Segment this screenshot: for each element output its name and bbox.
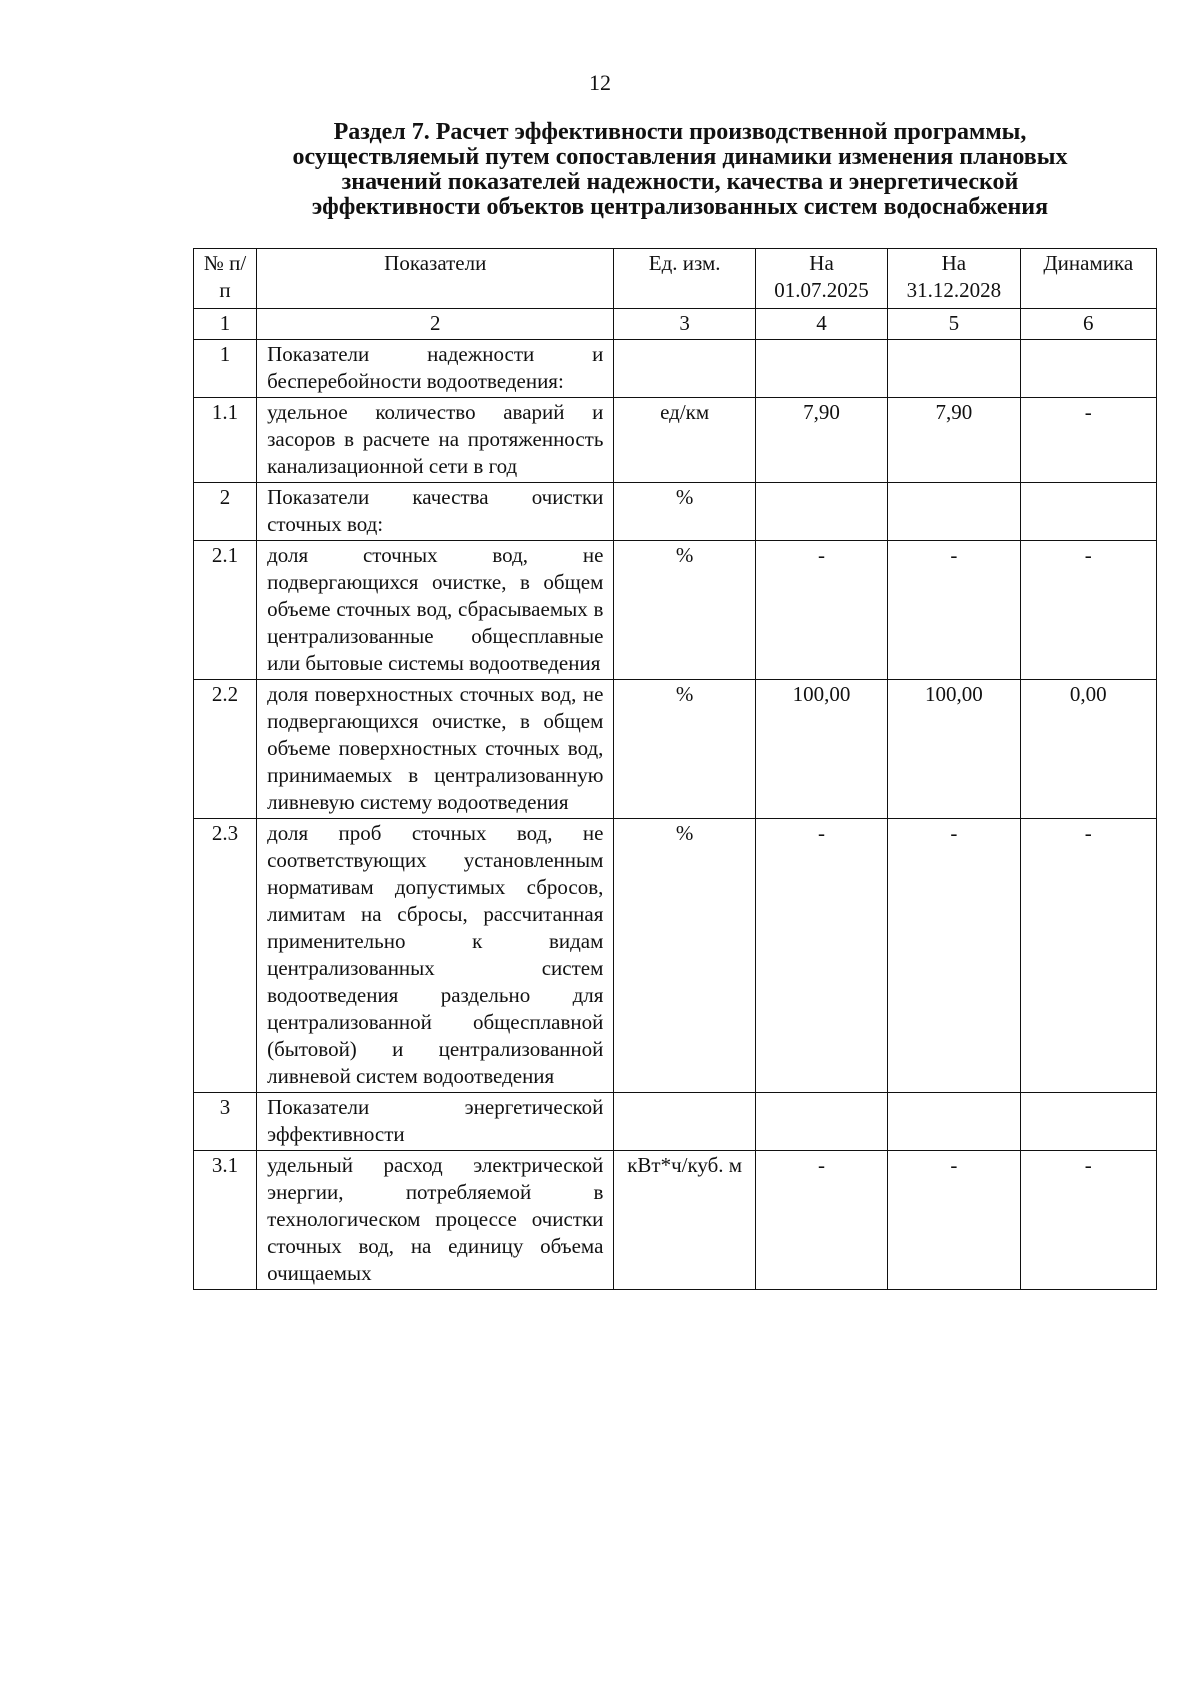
table-row <box>194 819 1157 1093</box>
indicator-name: Показатели энергетической эффективности <box>257 1093 614 1151</box>
table-row <box>194 680 1157 819</box>
indicator-name: Показатели качества очистки сточных вод: <box>257 483 614 541</box>
table-row <box>194 541 1157 680</box>
value-start: - <box>755 819 887 1093</box>
column-number: 6 <box>1020 309 1156 340</box>
dynamics-value <box>1020 340 1156 398</box>
value-end: - <box>888 1151 1020 1290</box>
column-number: 2 <box>257 309 614 340</box>
title-line: осуществляемый путем сопоставления динамики изменения плановых <box>292 144 1068 170</box>
header-unit: Ед. изм. <box>614 249 755 309</box>
value-end: 100,00 <box>888 680 1020 819</box>
unit-cell: % <box>614 541 755 680</box>
unit-cell: % <box>614 680 755 819</box>
value-end: - <box>888 541 1020 680</box>
indicator-name: доля сточных вод, не подвергающихся очистке, в общем объеме сточных вод, сбрасываемых в централизованные общесплавные или бытовые системы водоотведения <box>257 541 614 680</box>
column-number-row <box>194 309 1157 340</box>
indicator-name: удельное количество аварий и засоров в расчете на протяженность канализационной сети в год <box>257 398 614 483</box>
table-row <box>194 1151 1157 1290</box>
value-end <box>888 340 1020 398</box>
value-end <box>888 483 1020 541</box>
row-number: 3 <box>194 1093 257 1151</box>
section-title <box>200 120 1160 220</box>
dynamics-value: - <box>1020 819 1156 1093</box>
value-start: - <box>755 1151 887 1290</box>
value-start: 7,90 <box>755 398 887 483</box>
row-number: 1 <box>194 340 257 398</box>
value-start: - <box>755 541 887 680</box>
value-end: 7,90 <box>888 398 1020 483</box>
dynamics-value: 0,00 <box>1020 680 1156 819</box>
row-number: 2.3 <box>194 819 257 1093</box>
header-indicators: Показатели <box>257 249 614 309</box>
column-number: 1 <box>194 309 257 340</box>
indicator-name: Показатели надежности и бесперебойности водоотведения: <box>257 340 614 398</box>
header-number: № п/п <box>194 249 257 309</box>
header-dynamics: Динамика <box>1020 249 1156 309</box>
table-header-row <box>194 249 1157 309</box>
unit-cell: ед/км <box>614 398 755 483</box>
value-start <box>755 340 887 398</box>
table-row <box>194 1093 1157 1151</box>
column-number: 3 <box>614 309 755 340</box>
unit-cell: % <box>614 483 755 541</box>
value-start <box>755 483 887 541</box>
row-number: 2.1 <box>194 541 257 680</box>
page-number: 12 <box>589 70 611 95</box>
value-start <box>755 1093 887 1151</box>
table-row <box>194 340 1157 398</box>
table-row <box>194 398 1157 483</box>
indicators-table <box>193 248 1157 1290</box>
row-number: 3.1 <box>194 1151 257 1290</box>
title-line: эффективности объектов централизованных систем водоснабжения <box>311 194 1049 220</box>
dynamics-value <box>1020 483 1156 541</box>
value-start: 100,00 <box>755 680 887 819</box>
header-date-start: На 01.07.2025 <box>755 249 887 309</box>
indicator-name: доля проб сточных вод, не соответствующих установленным нормативам допустимых сбросов, лимитам на сбросы, рассчитанная применительно к видам централизованных систем водоотведения раздельно для централизованной общесплавной (бытовой) и централизованной ливневой систем водоотведения <box>257 819 614 1093</box>
indicator-name: доля поверхностных сточных вод, не подвергающихся очистке, в общем объеме поверхностных сточных вод, принимаемых в централизованную ливневую систему водоотведения <box>257 680 614 819</box>
value-end <box>888 1093 1020 1151</box>
dynamics-value <box>1020 1093 1156 1151</box>
value-end: - <box>888 819 1020 1093</box>
indicator-name: удельный расход электрической энергии, потребляемой в технологическом процессе очистки сточных вод, на единицу объема очищаемых <box>257 1151 614 1290</box>
dynamics-value: - <box>1020 1151 1156 1290</box>
table-row <box>194 483 1157 541</box>
unit-cell: кВт*ч/куб. м <box>614 1151 755 1290</box>
dynamics-value: - <box>1020 398 1156 483</box>
unit-cell <box>614 340 755 398</box>
column-number: 5 <box>888 309 1020 340</box>
title-line: Раздел 7. Расчет эффективности производственной программы, <box>333 119 1027 145</box>
unit-cell <box>614 1093 755 1151</box>
title-line: значений показателей надежности, качества и энергетической <box>341 169 1019 195</box>
dynamics-value: - <box>1020 541 1156 680</box>
row-number: 2 <box>194 483 257 541</box>
unit-cell: % <box>614 819 755 1093</box>
row-number: 2.2 <box>194 680 257 819</box>
header-date-end: На 31.12.2028 <box>888 249 1020 309</box>
row-number: 1.1 <box>194 398 257 483</box>
column-number: 4 <box>755 309 887 340</box>
